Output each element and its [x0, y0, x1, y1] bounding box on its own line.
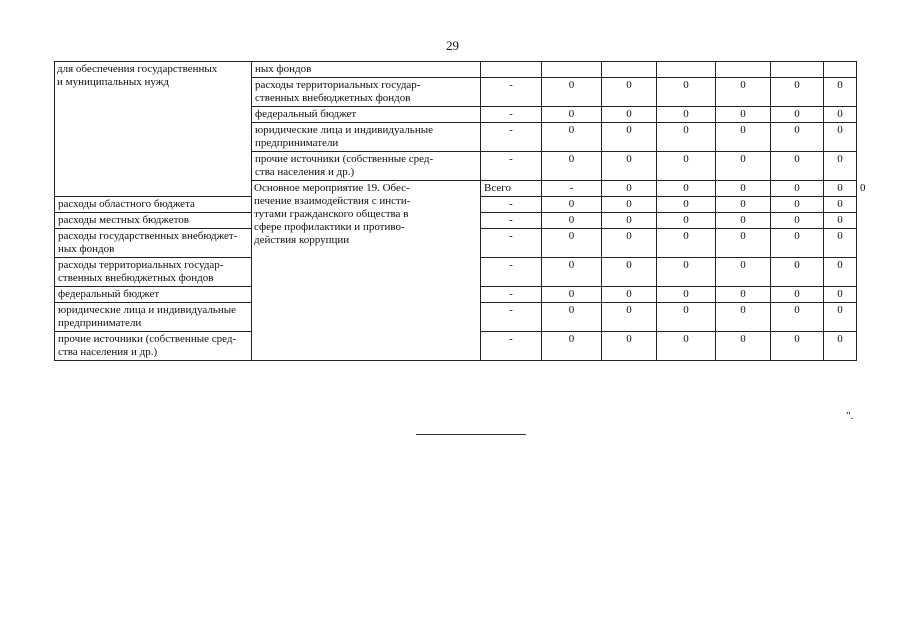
value-cell: 0 [771, 181, 824, 197]
value-cell: - [481, 152, 542, 181]
value-cell: 0 [602, 332, 657, 361]
value-cell: - [481, 213, 542, 229]
value-cell: 0 [824, 213, 857, 229]
value-cell: 0 [602, 229, 657, 258]
value-cell: 0 [657, 123, 716, 152]
value-cell: 0 [542, 332, 602, 361]
value-cell: 0 [657, 303, 716, 332]
value-cell: 0 [542, 287, 602, 303]
value-cell: 0 [602, 181, 657, 197]
value-cell: - [481, 303, 542, 332]
value-cell: 0 [771, 107, 824, 123]
funding-source-cell: расходы территориальных государ- ственных внебюджетных фондов [55, 258, 252, 287]
footer-rule [416, 434, 526, 435]
funding-source-cell: расходы местных бюджетов [55, 213, 252, 229]
value-cell: 0 [542, 152, 602, 181]
value-cell: 0 [542, 229, 602, 258]
value-cell: 0 [716, 287, 771, 303]
value-cell: - [481, 287, 542, 303]
value-cell: - [481, 229, 542, 258]
value-cell: 0 [824, 332, 857, 361]
value-cell: 0 [602, 78, 657, 107]
value-cell [542, 62, 602, 78]
activity-cell: для обеспечения государственных и муниципальных нужд [55, 62, 252, 197]
value-cell: 0 [824, 303, 857, 332]
funding-source-cell: расходы территориальных государ- ственных внебюджетных фондов [252, 78, 481, 107]
value-cell: 0 [542, 213, 602, 229]
funding-source-cell: прочие источники (собственные сред- ства населения и др.) [55, 332, 252, 361]
value-cell: 0 [716, 332, 771, 361]
value-cell: 0 [771, 229, 824, 258]
value-cell: 0 [657, 78, 716, 107]
value-cell: 0 [657, 213, 716, 229]
activity-cell: Основное мероприятие 19. Обес- печение взаимодействия с инсти- тутами гражданского общества в сфере профилактики и противо- действия коррупции [252, 181, 481, 361]
value-cell: 0 [542, 197, 602, 213]
value-cell: 0 [657, 197, 716, 213]
value-cell [481, 62, 542, 78]
value-cell [602, 62, 657, 78]
value-cell: 0 [657, 181, 716, 197]
value-cell [716, 62, 771, 78]
value-cell: 0 [542, 123, 602, 152]
value-cell: 0 [771, 303, 824, 332]
funding-source-cell: юридические лица и индивидуальные предприниматели [55, 303, 252, 332]
funding-source-cell: прочие источники (собственные сред- ства населения и др.) [252, 152, 481, 181]
value-cell: 0 [824, 123, 857, 152]
table-row [55, 62, 857, 78]
value-cell: 0 [824, 78, 857, 107]
value-cell: 0 [716, 197, 771, 213]
budget-table [54, 61, 866, 361]
value-cell: 0 [771, 123, 824, 152]
value-cell: 0 [716, 152, 771, 181]
value-cell: - [481, 332, 542, 361]
value-cell: 0 [716, 78, 771, 107]
funding-source-cell: расходы областного бюджета [55, 197, 252, 213]
value-cell: 0 [771, 197, 824, 213]
value-cell [771, 62, 824, 78]
value-cell: 0 [657, 152, 716, 181]
budget-table-body [55, 62, 866, 361]
value-cell: 0 [771, 287, 824, 303]
value-cell: 0 [602, 258, 657, 287]
table-row: Основное мероприятие 19. Обес- печение взаимодействия с инсти- тутами гражданского общества в сфере профилактики и противо- действия коррупции Всего - 0 0 0 0 0 0 [55, 181, 857, 197]
value-cell: - [481, 123, 542, 152]
value-cell: 0 [824, 181, 857, 197]
value-cell: 0 [657, 287, 716, 303]
value-cell: 0 [657, 229, 716, 258]
value-cell: 0 [542, 78, 602, 107]
value-cell: 0 [657, 332, 716, 361]
value-cell: 0 [716, 181, 771, 197]
value-cell: 0 [602, 197, 657, 213]
funding-source-cell: федеральный бюджет [55, 287, 252, 303]
value-cell: 0 [771, 213, 824, 229]
funding-source-cell: ных фондов [252, 62, 481, 78]
page-number: 29 [446, 38, 459, 53]
value-cell: 0 [824, 258, 857, 287]
value-cell: 0 [824, 197, 857, 213]
value-cell: - [481, 107, 542, 123]
value-cell: 0 [542, 107, 602, 123]
value-cell [824, 62, 857, 78]
value-cell: 0 [771, 258, 824, 287]
value-cell: 0 [771, 152, 824, 181]
funding-source-cell: Всего [481, 181, 542, 197]
value-cell: 0 [824, 152, 857, 181]
value-cell: 0 [716, 123, 771, 152]
value-cell: 0 [771, 78, 824, 107]
value-cell: 0 [542, 303, 602, 332]
value-cell: 0 [602, 213, 657, 229]
funding-source-cell: расходы государственных внебюджет- ных фондов [55, 229, 252, 258]
value-cell: 0 [716, 229, 771, 258]
closing-mark: ". [846, 410, 854, 422]
value-cell [657, 62, 716, 78]
value-cell: 0 [716, 303, 771, 332]
value-cell: 0 [716, 213, 771, 229]
funding-source-cell: федеральный бюджет [252, 107, 481, 123]
value-cell: 0 [824, 107, 857, 123]
value-cell: 0 [716, 107, 771, 123]
funding-source-cell: юридические лица и индивидуальные предприниматели [252, 123, 481, 152]
value-cell: 0 [602, 287, 657, 303]
value-cell: - [481, 78, 542, 107]
value-cell: 0 [716, 258, 771, 287]
value-cell: 0 [602, 123, 657, 152]
value-cell: - [481, 197, 542, 213]
value-cell: 0 [602, 107, 657, 123]
value-cell: 0 [602, 303, 657, 332]
value-cell: 0 [771, 332, 824, 361]
value-cell: 0 [602, 152, 657, 181]
value-cell: - [481, 258, 542, 287]
value-cell: 0 [657, 107, 716, 123]
value-cell: 0 [657, 258, 716, 287]
value-cell: - [542, 181, 602, 197]
value-cell: 0 [542, 258, 602, 287]
value-cell: 0 [824, 287, 857, 303]
value-cell: 0 [824, 229, 857, 258]
